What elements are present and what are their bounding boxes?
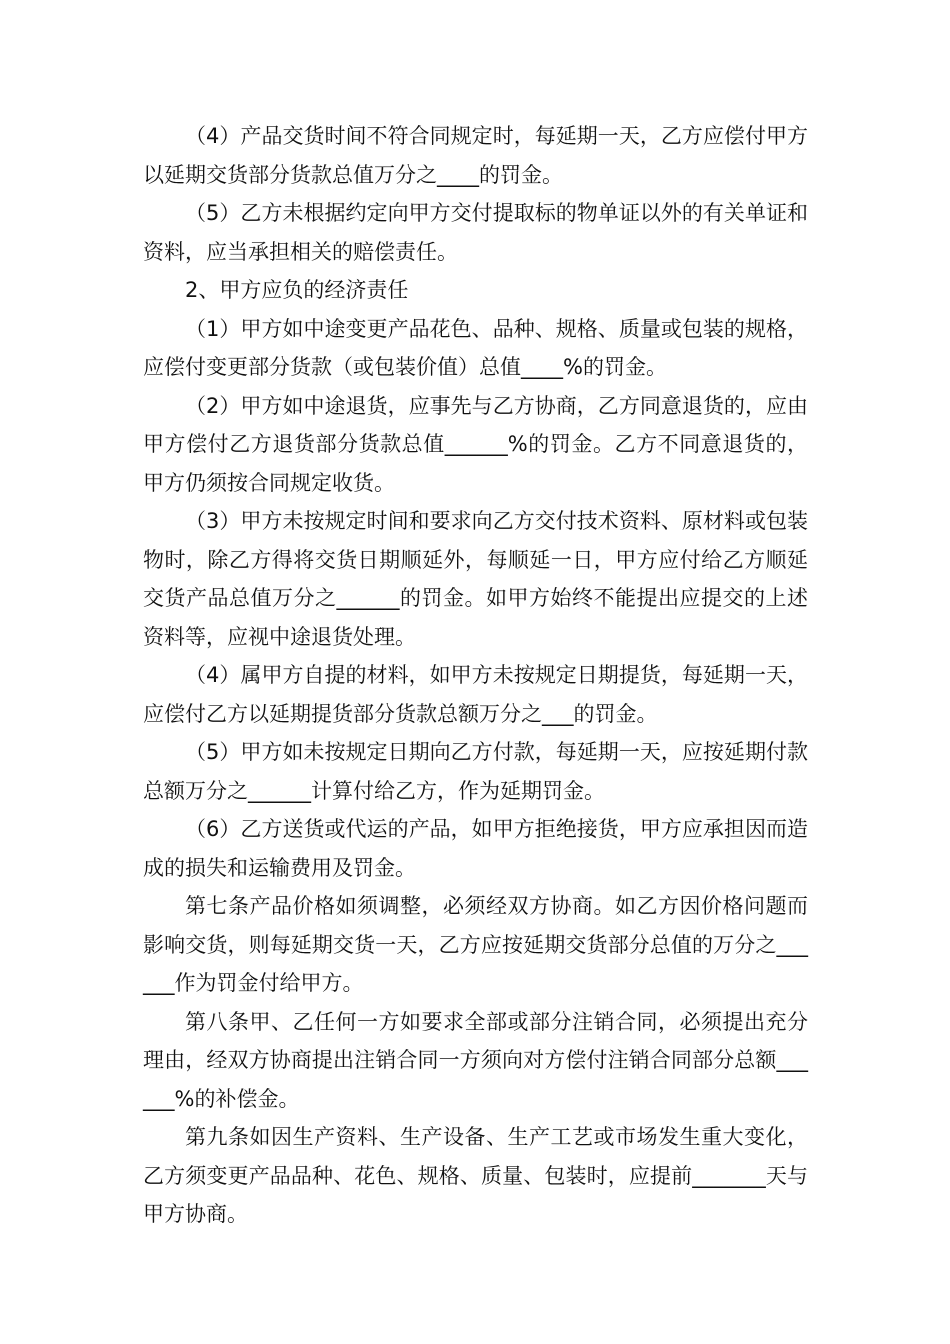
article-9-major-change: 第九条如因生产资料、生产设备、生产工艺或市场发生重大变化，乙方须变更产品品种、花色、规格、质量、包装时，应提前_______天与甲方协商。 [143, 1125, 808, 1226]
document-body [143, 117, 808, 1234]
clause-a-4-late-pickup: （4）属甲方自提的材料，如甲方未按规定日期提货，每延期一天，应偿付乙方以延期提货部分货款总额万分之___的罚金。 [143, 663, 808, 726]
clause-a-2-return-goods: （2）甲方如中途退货，应事先与乙方协商，乙方同意退货的，应由甲方偿付乙方退货部分货款总值______%的罚金。乙方不同意退货的，甲方仍须按合同规定收货。 [143, 393, 808, 495]
clause-b-5-documents: （5）乙方未根据约定向甲方交付提取标的物单证以外的有关单证和资料，应当承担相关的赔偿责任。 [143, 201, 808, 264]
clause-a-1-change-spec: （1）甲方如中途变更产品花色、品种、规格、质量或包装的规格，应偿付变更部分货款（或包装价值）总值____%的罚金。 [143, 316, 808, 379]
clause-a-6-refuse-delivery: （6）乙方送货或代运的产品，如甲方拒绝接货，甲方应承担因而造成的损失和运输费用及罚金。 [143, 817, 808, 880]
clause-a-5-late-payment: （5）甲方如未按规定日期向乙方付款，每延期一天，应按延期付款总额万分之______计算付给乙方，作为延期罚金。 [143, 740, 808, 803]
article-8-cancellation: 第八条甲、乙任何一方如要求全部或部分注销合同，必须提出充分理由，经双方协商提出注销合同一方须向对方偿付注销合同部分总额______%的补偿金。 [143, 1009, 808, 1111]
clause-a-3-late-materials: （3）甲方未按规定时间和要求向乙方交付技术资料、原材料或包装物时，除乙方得将交货日期顺延外，每顺延一日，甲方应付给乙方顺延交货产品总值万分之______的罚金。如甲方始终不能提出应提交的上述资料等，应视中途退货处理。 [143, 509, 808, 649]
article-7-price-adjustment: 第七条产品价格如须调整，必须经双方协商。如乙方因价格问题而影响交货，则每延期交货一天，乙方应按延期交货部分总值的万分之______作为罚金付给甲方。 [143, 894, 808, 995]
clause-b-4-late-delivery: （4）产品交货时间不符合同规定时，每延期一天，乙方应偿付甲方以延期交货部分货款总值万分之____的罚金。 [143, 124, 808, 187]
section-heading-party-a-liability: 2、甲方应负的经济责任 [185, 278, 409, 302]
